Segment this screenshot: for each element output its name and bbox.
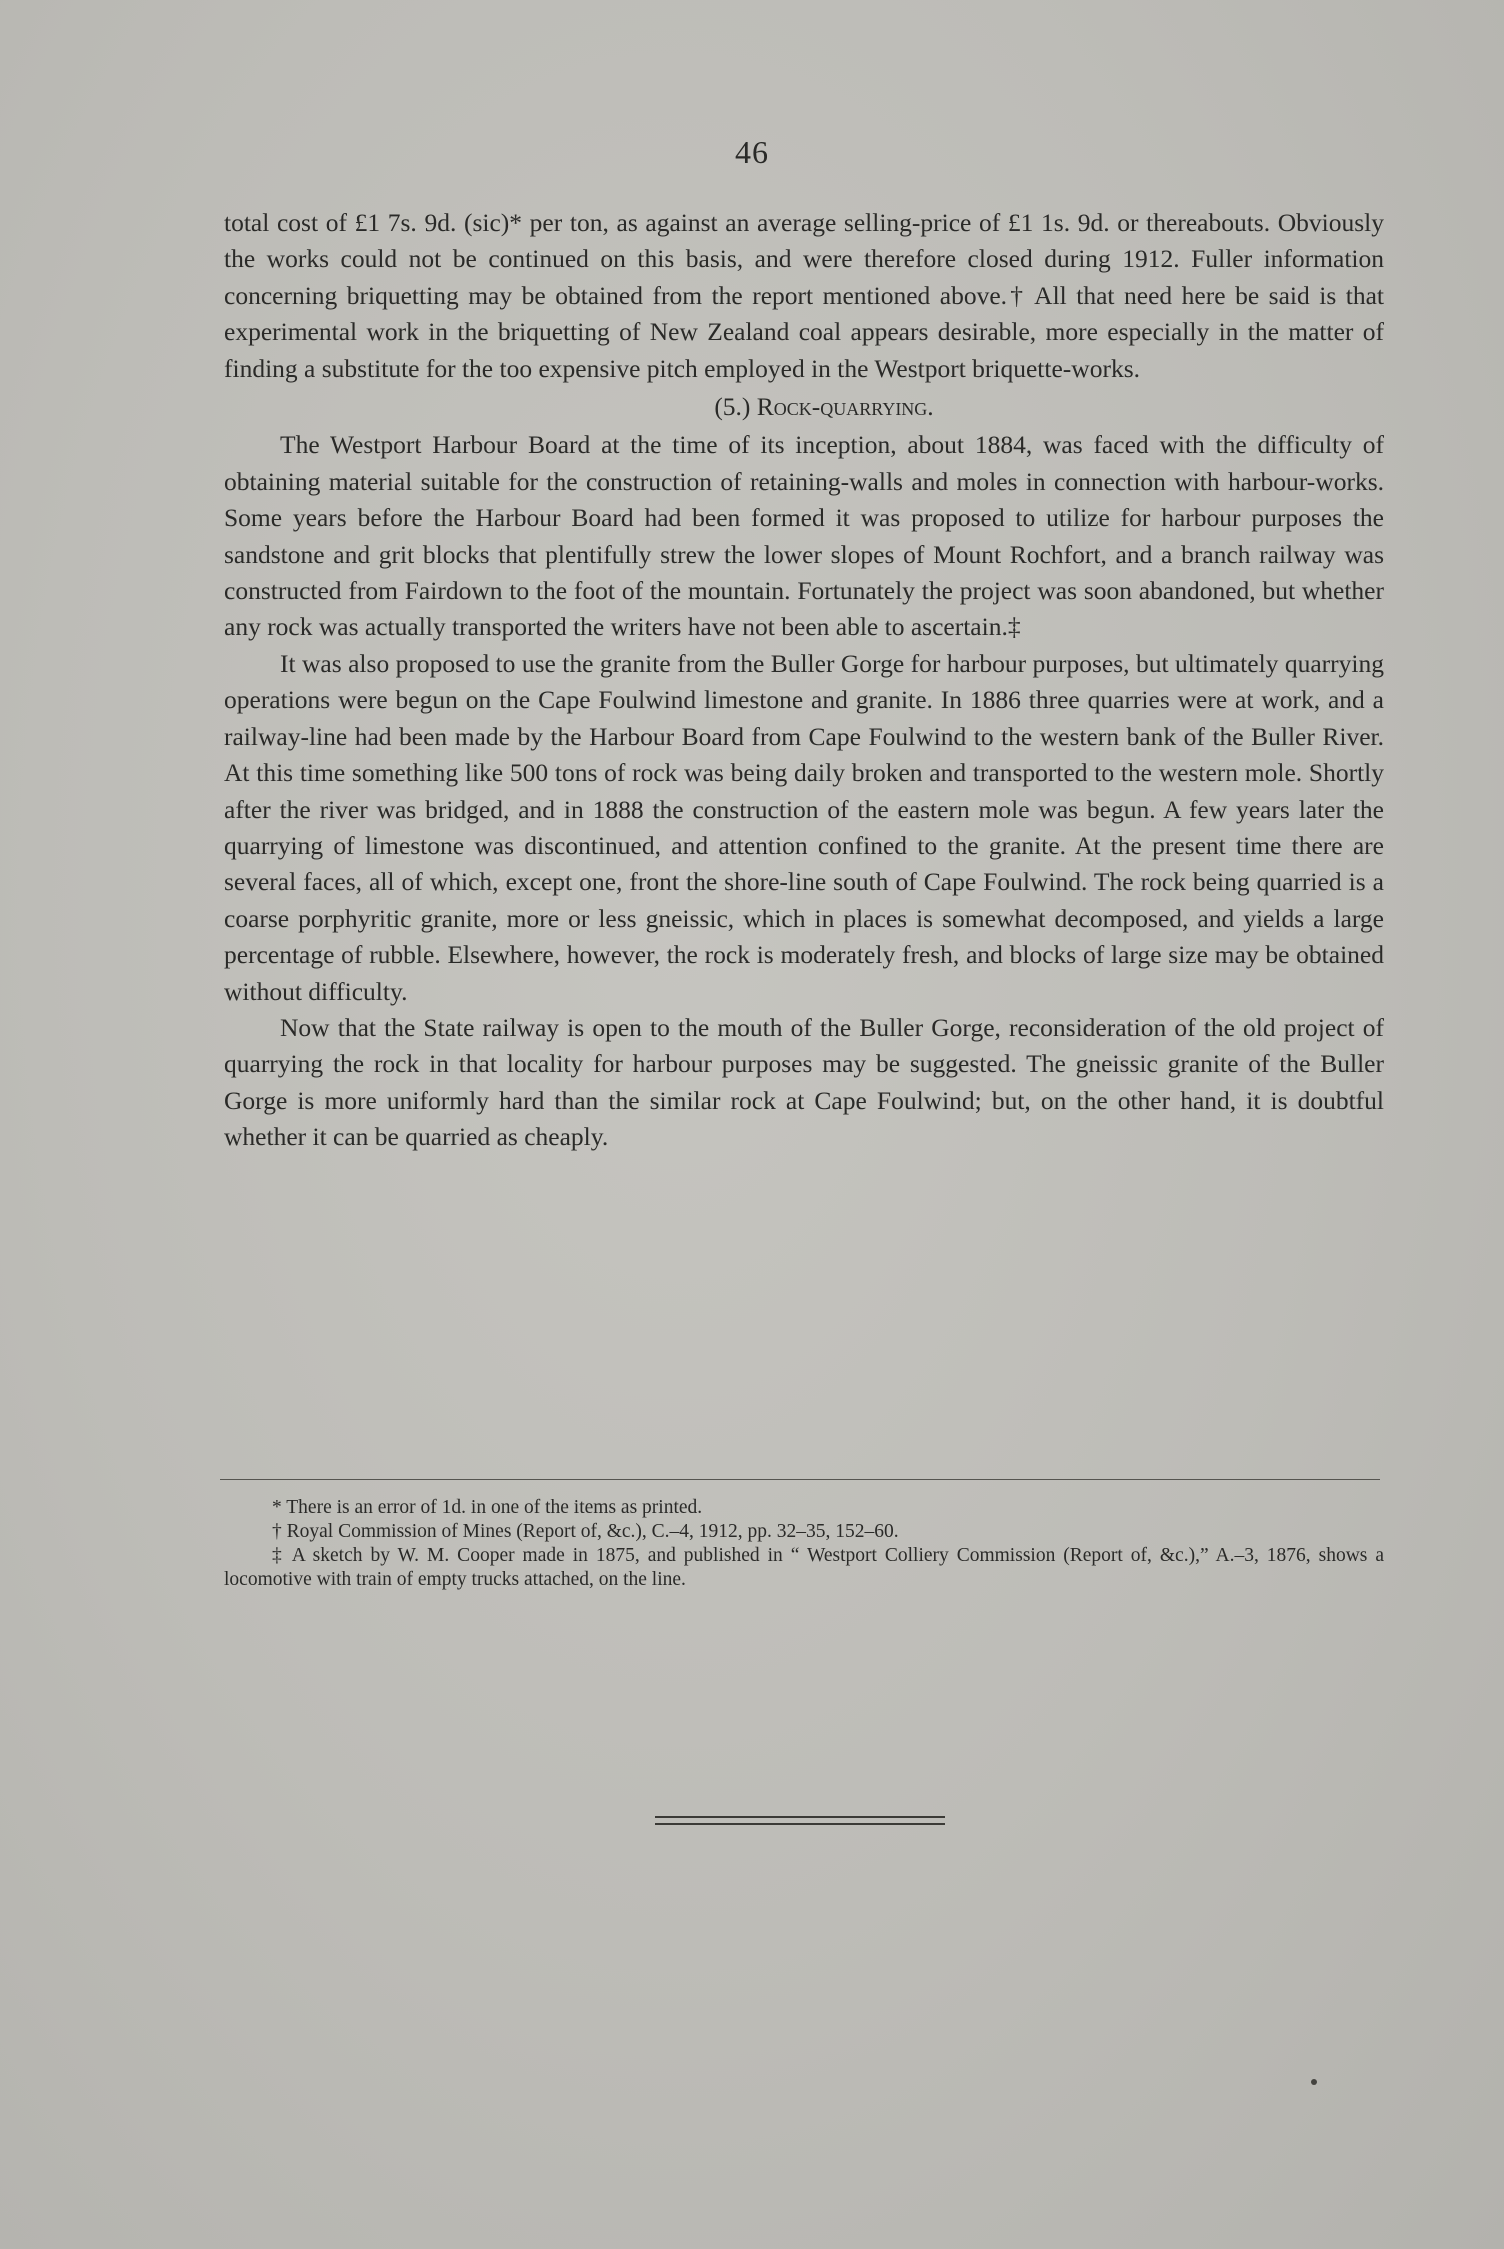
footnote-asterisk: * There is an error of 1d. in one of the items as printed. (272, 1497, 703, 1518)
footnote-dagger: † Royal Commission of Mines (Report of, &c.), C.–4, 1912, pp. 32–35, 152–60. (272, 1521, 899, 1542)
end-of-section-double-rule (655, 1816, 945, 1825)
paragraph-state-railway: Now that the State railway is open to the mouth of the Buller Gorge, reconsideration of the old project of quarrying the rock in that locality for harbour purposes may be suggested. The gneissic granite of the Buller Gorge is more uniformly hard than the similar rock at Cape Foulwind; but, on the other hand, it is doubtful whether it can be quarried as cheaply. (224, 1012, 1384, 1152)
footnotes (224, 1496, 1384, 1592)
paragraph-harbour-board: The Westport Harbour Board at the time of its inception, about 1884, was faced with the difficulty of obtaining material suitable for the construction of retaining-walls and moles in connection with harbour-works. Some years before the Harbour Board had been formed it was proposed to utilize for harbour purposes the sandstone and grit blocks that plentifully strew the lower slopes of Mount Rochfort, and a branch railway was constructed from Fairdown to the foot of the mountain. Fortunately the project was soon abandoned, but whether any rock was actually transported the writers have not been able to ascertain.‡ (224, 430, 1384, 642)
paragraph-granite-quarrying: It was also proposed to use the granite from the Buller Gorge for harbour purposes, but ultimately quarrying operations were begun on the Cape Foulwind limestone and granite. In 1886 three quarries were at work, and a railway-line had been made by the Harbour Board from Cape Foulwind to the western bank of the Buller River. At this time something like 500 tons of rock was being daily broken and transported to the western mole. Shortly after the river was bridged, and in 1888 the construction of the eastern mole was begun. A few years later the quarrying of limestone was discontinued, and attention confined to the granite. At the present time there are several faces, all of which, except one, front the shore-line south of Cape Foulwind. The rock being quarried is a coarse porphyritic granite, more or less gneissic, which in places is somewhat decomposed, and yields a large percentage of rubble. Elsewhere, however, the rock is moderately fresh, and blocks of large size may be obtained without difficulty. (224, 648, 1384, 1006)
page-number: 46 (735, 134, 769, 170)
ink-speck (1311, 2079, 1317, 2085)
footnote-divider (220, 1479, 1380, 1480)
paragraph-briquetting-continued: total cost of £1 7s. 9d. (sic)* per ton, as against an average selling-price of £1 1s. 9d. or thereabouts. Obviously the works could not be continued on this basis, and were therefore closed during 1912. Fuller information concerning briquetting may be obtained from the report mentioned above.† All that need here be said is that experimental work in the briquetting of New Zealand coal appears desirable, more especially in the matter of finding a substitute for the too expensive pitch employed in the Westport briquette-works. (224, 208, 1384, 383)
footnote-double-dagger: ‡ A sketch by W. M. Cooper made in 1875, and published in “ Westport Colliery Commission (Report of, &c.),” A.–3, 1876, shows a locomotive with train of empty trucks attached, on the line. (224, 1545, 1384, 1590)
section-heading-rock-quarrying: (5.) Rock-quarrying. (714, 392, 934, 422)
body-text (224, 205, 1384, 1156)
